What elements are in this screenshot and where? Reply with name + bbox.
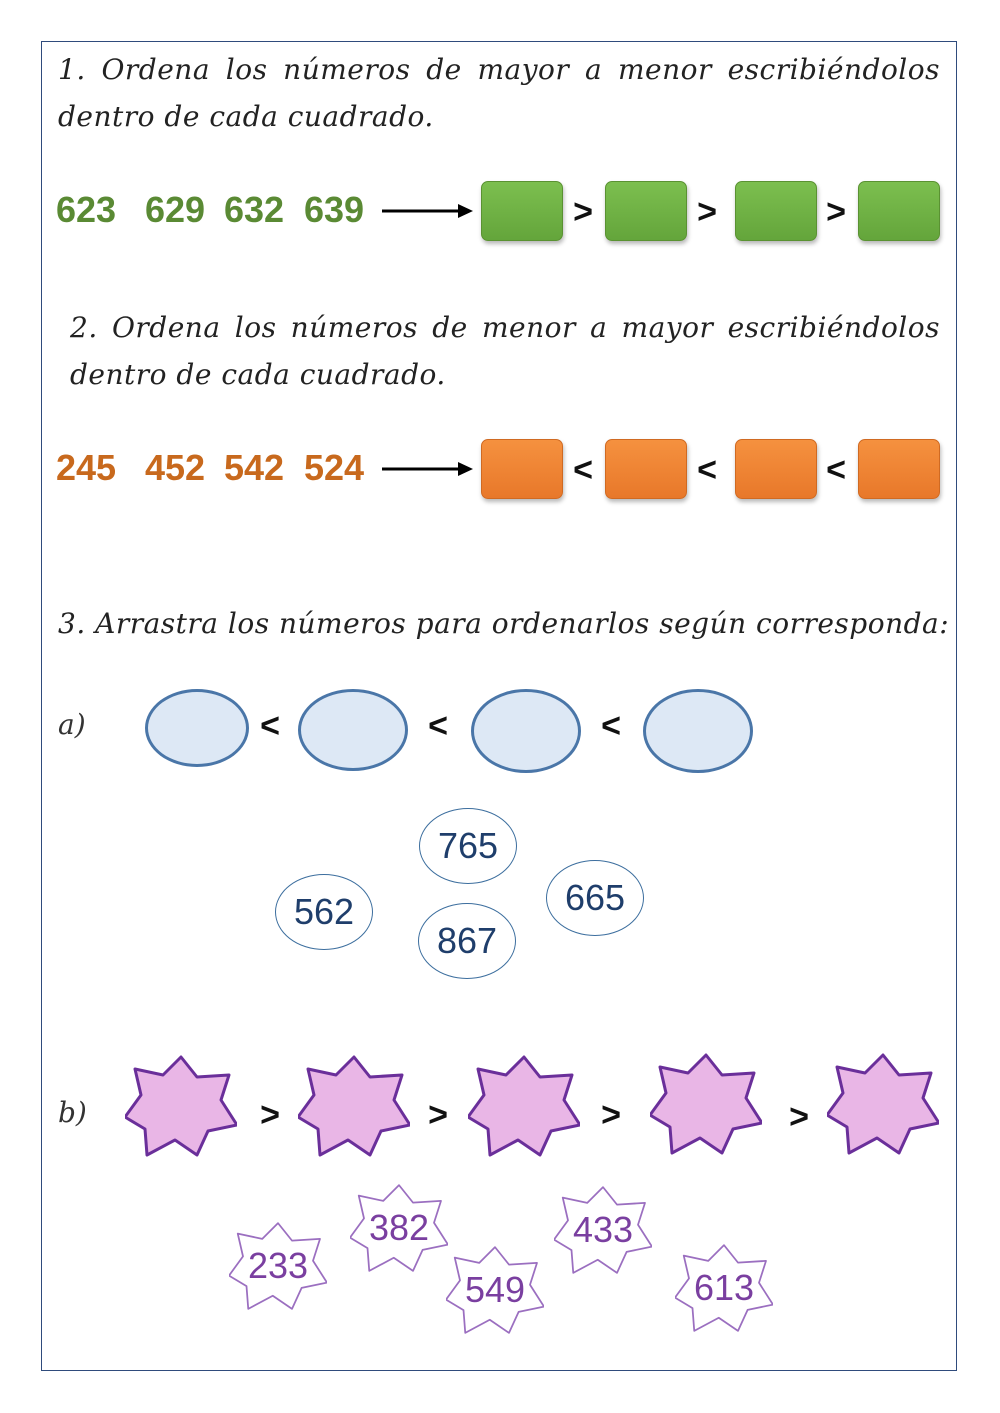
right-arrow-icon [380,459,475,479]
greater-than-sign: > [428,1096,448,1134]
answer-box-3[interactable] [735,439,817,499]
less-than-sign: < [573,451,593,489]
number-chip: 542 [224,447,285,488]
drop-slot-oval[interactable] [298,689,408,771]
number-chip: 632 [224,189,285,230]
greater-than-sign: > [826,193,846,231]
star-number: 549 [464,1269,526,1310]
draggable-number-star[interactable] [229,1221,327,1311]
number-chip: 452 [145,447,206,488]
draggable-number-oval[interactable]: 665 [546,860,644,936]
part-a-label: a) [58,708,86,741]
answer-box-3[interactable] [735,181,817,241]
greater-than-sign: > [260,1096,280,1134]
answer-box-4[interactable] [858,181,940,241]
drop-slot-oval[interactable] [145,689,249,767]
part-b-label: b) [58,1096,87,1129]
greater-than-sign: > [601,1096,621,1134]
draggable-number-star[interactable] [446,1245,544,1335]
exercise-2-instruction: 2. Ordena los números de menor a mayor escribiéndolos dentro de cada cuadrado. [70,311,940,391]
drop-slot-star[interactable] [298,1055,410,1157]
draggable-number-oval[interactable]: 867 [418,903,516,979]
number-chip: 524 [304,447,365,488]
drop-slot-star[interactable] [827,1053,939,1155]
exercise-1-instruction: 1. Ordena los números de mayor a menor escribiéndolos dentro de cada cuadrado. [58,53,940,133]
drop-slot-star[interactable] [468,1055,580,1157]
less-than-sign: < [601,707,621,745]
draggable-number-star[interactable] [675,1243,773,1333]
star-number: 433 [572,1209,634,1250]
less-than-sign: < [697,451,717,489]
draggable-number-oval[interactable]: 765 [419,808,517,884]
number-chip: 623 [56,189,117,230]
answer-box-4[interactable] [858,439,940,499]
drop-slot-oval[interactable] [471,689,581,773]
exercise-3-instruction: 3. Arrastra los números para ordenarlos según corresponda: [58,607,950,640]
greater-than-sign: > [697,193,717,231]
answer-box-1[interactable] [481,181,563,241]
less-than-sign: < [428,707,448,745]
less-than-sign: < [260,707,280,745]
answer-box-2[interactable] [605,181,687,241]
number-chip: 639 [304,189,365,230]
number-chip: 629 [145,189,206,230]
drop-slot-star[interactable] [125,1055,237,1157]
right-arrow-icon [380,201,475,221]
draggable-number-star[interactable] [350,1183,448,1273]
greater-than-sign: > [789,1098,809,1136]
greater-than-sign: > [573,193,593,231]
number-chip: 245 [56,447,117,488]
star-number: 382 [368,1207,430,1248]
draggable-number-star[interactable] [554,1185,652,1275]
drop-slot-star[interactable] [650,1053,762,1155]
star-number: 613 [693,1267,755,1308]
drop-slot-oval[interactable] [643,689,753,773]
star-number: 233 [247,1245,309,1286]
less-than-sign: < [826,451,846,489]
draggable-number-oval[interactable]: 562 [275,874,373,950]
answer-box-1[interactable] [481,439,563,499]
answer-box-2[interactable] [605,439,687,499]
